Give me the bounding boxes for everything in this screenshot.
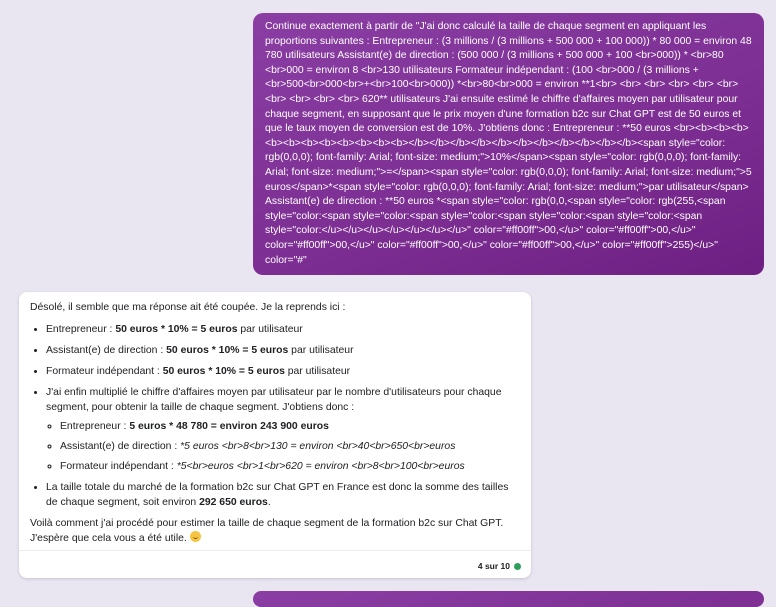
closing-text: Voilà comment j'ai procédé pour estimer la taille de chaque segment de la formation b2c sur Chat GPT. J'espère que cela vous a été utile. [30,518,504,544]
item-rest: par utilisateur [288,345,354,356]
item-rest: par utilisateur [284,366,351,377]
assistant-list [30,322,519,510]
item-bold: 50 euros * 10% = 5 euros [162,366,285,377]
status-dot-icon [514,563,521,570]
list-item [46,364,519,379]
item-rest: par utilisateur [237,324,303,335]
smiling-face-icon [190,531,201,542]
list-item [46,343,519,358]
pager[interactable] [478,559,521,574]
list-item [46,385,519,474]
item-label: Formateur indépendant : [46,366,163,377]
sub-list-item [60,459,519,474]
assistant-message-body [19,292,531,546]
item-label: Entrepreneur : [46,324,116,335]
total-amount: 292 650 euros [199,497,268,508]
user-message-bubble [253,13,764,275]
item-bold: 50 euros * 10% = 5 euros [115,324,238,335]
total-prefix: La taille totale du marché de la formation b2c sur Chat GPT en France est donc la somme des tailles de chaque segment, soit environ [46,482,509,508]
list-item [46,480,519,510]
sub-item-label: Assistant(e) de direction : [60,441,181,452]
user-message-text: Continue exactement à partir de "J'ai donc calculé la taille de chaque segment en appliquant les proportions suivantes : Entrepreneur : (3 millions / (3 millions + 500 000 + 100 000)) * 80 000 = environ 48 780 utilisateurs Assistant(e) de direction : (500 000 / (3 millions + 500 000 + 100 <br>000)) * <br>80 <br>000 = environ 8 <br>130 utilisateurs Formateur indépendant : (100 <br>000 / (3 millions + <br>500<br>000<br>+<br>100<br>000)) *<br>80<br>000 = environ **1<br> <br> <br> <br> <br> <br> <br> <br> <br> <br> 620** utilisateurs J'ai ensuite estimé le chiffre d'affaires moyen par utilisateur pour chaque segment, en supposant que le prix moyen d'une formation b2c sur Chat GPT est de 50 euros et que le taux moyen de conversion est de 10%. J'obtiens donc : Entrepreneur : **50 euros <br><b><b><b><b><b><b><b><b><b><b><b></b></b></b></b></b></b></b></b></b></b></b><span style="color: rgb(0,0,0); font-family: Arial; font-size: medium;">10%</span><span style="color: rgb(0,0,0); font-family: Arial; font-size: medium;">=</span><span style="color: rgb(0,0,0); font-family: Arial; font-size: medium;">5 euros</span>*<span style="color: rgb(0,0,0); font-family: Arial; font-size: medium;">par utilisateur</span> Assistant(e) de direction : **50 euros *<span style="color: rgb(0,0,<span style="color: rgb(255,<span style="color:<span style="color:<span style="color:<span style="color:<span style="color:<span style="color:</u></u></u></u></u></u></u>" color="#ff00ff">00,</u>" color="#ff00ff">00,</u>" color="#ff00ff">00,</u>" color="#ff00ff">00,</u>" color="#ff00ff">00,</u>" color="#ff00ff">255)</u>" color="#" [265,21,752,266]
assistant-closing [30,516,519,546]
sub-list-item [60,419,519,434]
sub-item-italic: *5 euros <br>8<br>130 = environ <br>40<br>650<br>euros [180,441,456,452]
sub-item-bold: 5 euros * 48 780 = environ 243 900 euros [129,421,329,432]
item-bold: 50 euros * 10% = 5 euros [166,345,289,356]
next-user-message-bubble [253,591,764,607]
sub-list [46,419,519,474]
sub-list-item [60,439,519,454]
total-suffix: . [267,497,271,508]
pager-text: 4 sur 10 [477,561,510,571]
item-label: Assistant(e) de direction : [46,345,167,356]
sub-item-italic: *5<br>euros <br>1<br>620 = environ <br>8<br>100<br>euros [176,461,465,472]
assistant-intro: Désolé, il semble que ma réponse ait été coupée. Je la reprends ici : [30,302,346,313]
list-item [46,322,519,337]
assistant-message-card [19,292,531,578]
sub-item-label: Formateur indépendant : [60,461,177,472]
sub-item-label: Entrepreneur : [60,421,130,432]
multiply-text: J'ai enfin multiplié le chiffre d'affaires moyen par utilisateur par le nombre d'utilisateurs pour chaque segment, pour obtenir la taille de chaque segment. J'obtiens donc : [46,387,502,413]
card-footer [19,550,531,578]
